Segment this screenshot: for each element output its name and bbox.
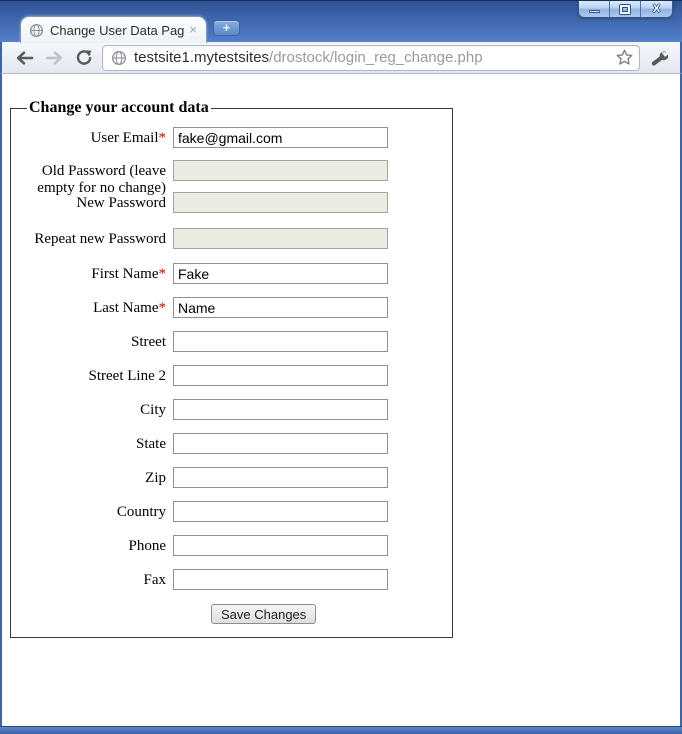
window-controls xyxy=(578,1,673,18)
field-input-fax[interactable] xyxy=(173,569,388,590)
form-rows xyxy=(21,127,442,590)
form-row-state xyxy=(21,433,442,454)
button-row xyxy=(21,604,442,624)
new-tab-button[interactable] xyxy=(213,20,240,36)
field-label-repeat-new-password: Repeat new Password xyxy=(34,231,166,247)
url-text[interactable] xyxy=(134,49,613,66)
address-bar[interactable] xyxy=(102,45,640,71)
window-bottom-frame xyxy=(0,726,682,734)
wrench-icon xyxy=(650,49,668,67)
field-input-zip[interactable] xyxy=(173,467,388,488)
field-label-country: Country xyxy=(116,504,166,520)
field-label-street-line-2: Street Line 2 xyxy=(88,368,166,384)
form-row-phone xyxy=(21,535,442,556)
reload-button[interactable] xyxy=(72,46,96,70)
form-row-old-password xyxy=(21,160,442,196)
forward-button xyxy=(42,46,66,70)
form-row-country xyxy=(21,501,442,522)
field-input-first-name[interactable] xyxy=(173,263,388,284)
form-legend: Change your account data xyxy=(29,99,209,116)
field-input-state[interactable] xyxy=(173,433,388,454)
form-row-first-name xyxy=(21,263,442,284)
field-input-repeat-new-password xyxy=(173,228,388,249)
field-label-first-name: First Name* xyxy=(91,266,166,282)
field-input-country[interactable] xyxy=(173,501,388,522)
field-label-phone: Phone xyxy=(128,538,166,554)
minimize-button[interactable] xyxy=(579,1,610,17)
field-input-new-password xyxy=(173,192,388,213)
field-label-zip: Zip xyxy=(145,470,166,486)
field-label-state: State xyxy=(136,436,166,452)
maximize-icon xyxy=(620,5,630,14)
form-row-street-line-2 xyxy=(21,365,442,386)
change-account-data-form xyxy=(10,99,453,638)
tools-menu-button[interactable] xyxy=(646,46,672,70)
tab-favicon-globe-icon xyxy=(29,23,44,38)
url-path: /drostock/login_reg_change.php xyxy=(269,49,483,66)
form-row-new-password xyxy=(21,192,442,213)
field-input-user-email[interactable] xyxy=(173,127,388,148)
form-row-repeat-new-password xyxy=(21,228,442,249)
form-row-zip xyxy=(21,467,442,488)
field-label-street: Street xyxy=(131,334,166,350)
star-icon xyxy=(615,48,634,67)
titlebar xyxy=(0,0,682,42)
forward-arrow-icon xyxy=(45,50,64,66)
form-row-fax xyxy=(21,569,442,590)
browser-tab[interactable] xyxy=(20,16,207,43)
form-row-last-name xyxy=(21,297,442,318)
minimize-icon xyxy=(589,10,600,13)
field-label-old-password: Old Password (leave empty for no change) xyxy=(37,163,166,196)
field-input-old-password xyxy=(173,160,388,181)
reload-icon xyxy=(75,49,93,67)
close-button[interactable] xyxy=(641,1,672,17)
back-button[interactable] xyxy=(12,46,36,70)
field-input-city[interactable] xyxy=(173,399,388,420)
field-input-street[interactable] xyxy=(173,331,388,352)
toolbar xyxy=(0,42,682,74)
save-changes-button[interactable]: Save Changes xyxy=(211,604,316,624)
close-icon xyxy=(653,3,660,15)
field-label-last-name: Last Name* xyxy=(93,300,166,316)
form-row-city xyxy=(21,399,442,420)
field-input-last-name[interactable] xyxy=(173,297,388,318)
bookmark-star-button[interactable] xyxy=(613,47,635,69)
required-marker: * xyxy=(158,266,166,282)
tab-close-icon[interactable] xyxy=(186,23,200,37)
field-label-city: City xyxy=(140,402,166,418)
required-marker: * xyxy=(158,300,166,316)
site-globe-icon xyxy=(111,50,127,66)
form-row-user-email xyxy=(21,127,442,148)
field-label-fax: Fax xyxy=(143,572,166,588)
form-row-street xyxy=(21,331,442,352)
maximize-button[interactable] xyxy=(610,1,641,17)
field-input-street-line-2[interactable] xyxy=(173,365,388,386)
url-host: testsite1.mytestsites xyxy=(134,49,270,66)
back-arrow-icon xyxy=(15,50,34,66)
required-marker: * xyxy=(158,130,166,146)
tab-title: Change User Data Pag xyxy=(50,22,185,38)
field-input-phone[interactable] xyxy=(173,535,388,556)
field-label-new-password: New Password xyxy=(76,195,166,211)
page-content xyxy=(0,74,682,726)
field-label-user-email: User Email* xyxy=(90,130,166,146)
